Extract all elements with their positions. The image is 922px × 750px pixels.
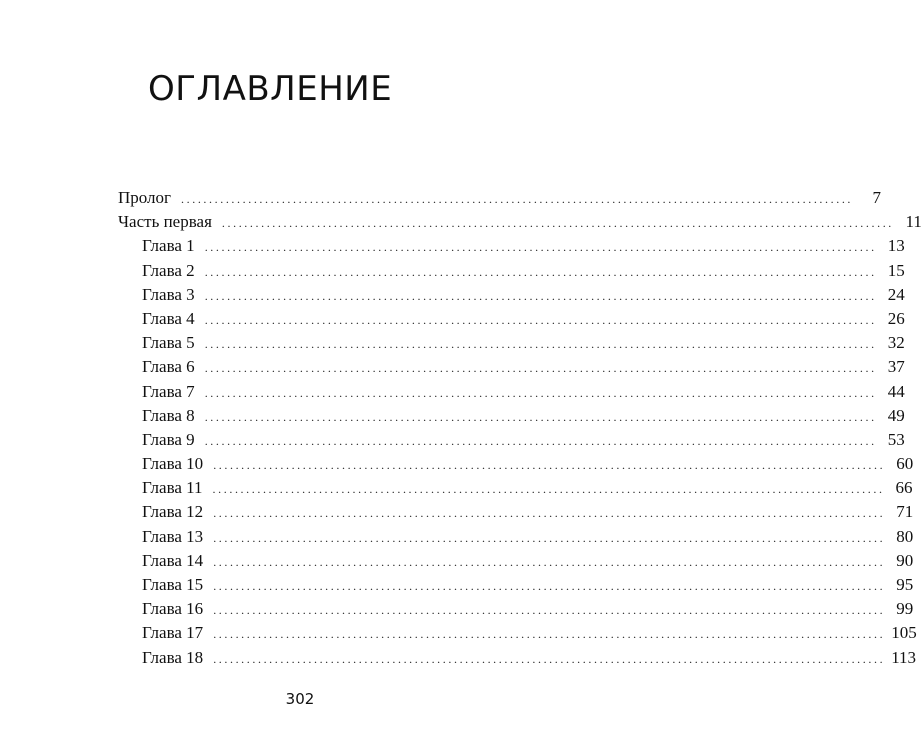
toc-entry-label: Глава 16 (142, 599, 204, 619)
toc-entry (118, 525, 914, 549)
toc-entry (118, 380, 905, 404)
dot-leader: ........................................................................................................................ (204, 288, 877, 303)
dot-leader: ........................................................................................................................ (204, 433, 877, 448)
dot-leader: ........................................................................................................................ (181, 192, 854, 206)
dot-leader: ........................................................................................................................ (204, 337, 877, 352)
toc-entry-page: 95 (896, 575, 914, 594)
dot-leader: ........................................................................................................................ (204, 361, 877, 376)
toc-entry (118, 500, 914, 524)
toc-entry-label: Глава 5 (142, 333, 195, 353)
toc-entry-label: Глава 13 (142, 526, 204, 546)
toc-entry (118, 452, 914, 476)
toc-entry-page: 113 (891, 647, 917, 667)
toc-entry-label: Глава 9 (142, 429, 195, 449)
dot-leader: ........................................................................................................................ (213, 627, 886, 642)
toc-entry (118, 476, 913, 500)
toc-entry-label: Пролог (118, 188, 172, 207)
dot-leader: ........................................................................................................................ (204, 312, 877, 327)
toc-entry-label: Глава 2 (142, 260, 195, 280)
toc-entry (118, 283, 905, 307)
toc-entry-page: 105 (891, 623, 917, 643)
toc-entry-label: Глава 7 (142, 381, 195, 401)
toc-entry-label: Глава 11 (142, 478, 203, 498)
toc-entry-page: 37 (887, 357, 905, 377)
toc-entry (118, 331, 905, 355)
toc-entry-page: 99 (896, 599, 914, 619)
toc-entry-label: Глава 3 (142, 284, 195, 304)
toc-entry (118, 210, 922, 234)
toc-entry-page: 24 (887, 284, 905, 304)
dot-leader: ........................................................................................................................ (212, 482, 885, 497)
toc-entry (118, 573, 914, 597)
toc-entry-label: Глава 1 (142, 236, 195, 256)
toc-entry-label: Глава 4 (142, 308, 195, 328)
dot-leader: ........................................................................................................................ (221, 216, 894, 231)
dot-leader: ........................................................................................................................ (204, 385, 877, 400)
toc-entry-label: Часть первая (118, 212, 212, 232)
toc-entry-page: 66 (895, 478, 913, 498)
table-of-contents (118, 186, 922, 670)
page-title: ОГЛАВЛЕНИЕ (148, 69, 393, 109)
toc-entry-label: Глава 6 (142, 357, 195, 377)
dot-leader: ........................................................................................................................ (213, 554, 886, 569)
dot-leader: ........................................................................................................................ (213, 651, 886, 666)
toc-entry-label: Глава 18 (142, 647, 204, 667)
page-number: 302 (285, 690, 315, 708)
dot-leader: ........................................................................................................................ (213, 530, 886, 545)
toc-entry-page: 90 (896, 550, 914, 570)
toc-entry-label: Глава 14 (142, 550, 204, 570)
toc-entry-page: 44 (887, 381, 905, 401)
toc-entry (118, 404, 905, 428)
toc-entry (118, 355, 905, 379)
dot-leader: ........................................................................................................................ (213, 458, 886, 473)
toc-entry-page: 13 (887, 236, 905, 256)
toc-entry-label: Глава 8 (142, 405, 195, 425)
toc-entry-page: 71 (896, 502, 914, 522)
toc-entry (118, 646, 917, 670)
dot-leader: ........................................................................................................................ (204, 264, 877, 279)
toc-entry-label: Глава 17 (142, 623, 204, 643)
toc-entry (118, 428, 905, 452)
dot-leader: ........................................................................................................................ (204, 409, 877, 424)
toc-entry-page: 32 (887, 333, 905, 353)
toc-entry-page: 53 (887, 429, 905, 449)
toc-entry-page: 11 (905, 212, 922, 232)
dot-leader: ........................................................................................................................ (213, 603, 886, 618)
dot-leader: ........................................................................................................................ (213, 506, 886, 521)
toc-entry (118, 307, 905, 331)
dot-leader: ........................................................................................................................ (213, 579, 886, 593)
toc-entry-page: 80 (896, 526, 914, 546)
toc-entry (118, 549, 914, 573)
toc-entry (118, 259, 905, 283)
toc-entry-label: Глава 10 (142, 454, 204, 474)
toc-entry-label: Глава 15 (142, 575, 204, 594)
toc-entry-page: 60 (896, 454, 914, 474)
toc-entry-page: 49 (887, 405, 905, 425)
toc-entry (118, 186, 882, 210)
toc-entry-label: Глава 12 (142, 502, 204, 522)
toc-entry (118, 234, 905, 258)
toc-entry-page: 26 (887, 308, 905, 328)
toc-entry-page: 15 (887, 260, 905, 280)
dot-leader: ........................................................................................................................ (204, 240, 877, 255)
toc-entry (118, 597, 914, 621)
toc-entry (118, 621, 917, 645)
toc-entry-page: 7 (872, 188, 882, 207)
